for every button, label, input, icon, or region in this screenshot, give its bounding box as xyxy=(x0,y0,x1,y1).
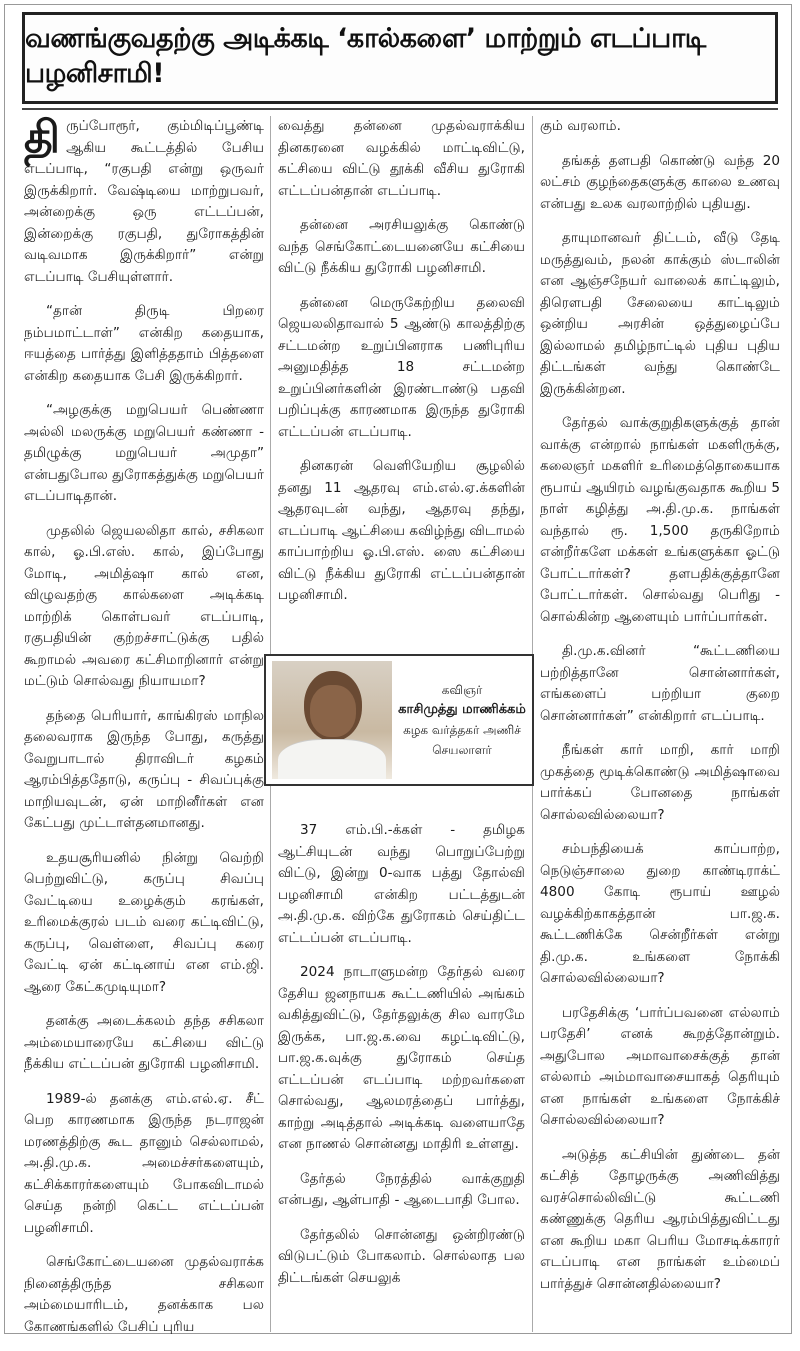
column-2-top xyxy=(278,116,525,620)
paragraph: 2024 நாடாளுமன்ற தேர்தல் வரை தேசிய ஜனநாயக கூட்டணியில் அங்கம் வகித்துவிட்டு, தேர்தலுக்கு சில வாரமே இருக்க, பா.ஜ.க.வை கழட்டிவிட்டு, பா.ஜ.க.வுக்கு துரோகம் செய்த எட்டப்பன் எடப்பாடி மற்றவர்களை சொல்வது, ஆலமரத்தைப் பார்த்து, காற்று அடித்தால் அடிக்கடி வளையாதே என நாணல் சொன்னது மாதிரி உள்ளது. xyxy=(278,964,525,1152)
paragraph: செங்கோட்டையனை முதல்வராக்க நினைத்திருந்த சசிகலா அம்மையாரிடம், தனக்காக பல கோணங்களில் பேசிப் புரிய xyxy=(24,1254,264,1335)
author-name: காசிமுத்து மாணிக்கம் xyxy=(398,702,526,717)
author-role: செயலாளர் xyxy=(432,743,492,757)
paragraph: தங்கத் தளபதி கொண்டு வந்த 20 லட்சம் குழந்தைகளுக்கு காலை உணவு என்பது உலக வரலாற்றில் புதியது. xyxy=(540,152,780,212)
paragraph: தி.மு.க.வினர் “கூட்டணியை பற்றித்தானே சொன்னார்கள், எங்களைப் பற்றியா குறை சொன்னார்கள்” என்கிறார் எடப்பாடி. xyxy=(540,643,780,724)
paragraph: தன்னை அரசியலுக்கு கொண்டு வந்த செங்கோட்டையனையே கட்சியை விட்டு நீக்கிய துரோகி பழனிசாமி. xyxy=(278,217,525,276)
paragraph: அடுத்த கட்சியின் துண்டை தன் கட்சித் தோழருக்கு அணிவித்து வரச்சொல்லிவிட்டு கூட்டணி கண்ணுக்கு தெரிய ஆரம்பித்துவிட்டது என கூறிய மகா பெரிய மோசடிக்காரர் எடப்பாடி என நாங்கள் உம்மைப் பார்த்துச் சொன்னதில்லையா? xyxy=(540,1146,780,1292)
author-prefix: கவிஞர் xyxy=(441,683,483,697)
paragraph: சம்பந்தியைக் காப்பாற்ற, நெடுஞ்சாலை துறை காண்டிராக்ட் 4800 கோடி ரூபாய் ஊழல் வழக்கிற்காகத்தான் பா.ஜ.க. கூட்டணிக்கே சென்றீர்கள் என்று தி.மு.க. உங்களை நோக்கி சொல்லவில்லையா? xyxy=(540,841,780,986)
author-role: கழக வர்த்தகர் அணிச் xyxy=(403,723,521,737)
column-3 xyxy=(540,116,780,1308)
top-rule xyxy=(22,108,778,110)
paragraph: உதயசூரியனில் நின்று வெற்றி பெற்றுவிட்டு, கருப்பு சிவப்பு வேட்டியை உழைக்கும் கரங்கள், உரிமைக்குரல் படம் வரை கட்டிவிட்டு, கருப்பு, வெள்ளை, சிவப்பு கரை வேட்டி ஏன் கட்டினாய் என எம்.ஜி. ஆரை கேட்கமுடியுமா? xyxy=(24,849,264,995)
headline-box xyxy=(22,12,778,104)
paragraph: திருப்போரூர், கும்மிடிப்பூண்டி ஆகிய கூட்டத்தில் பேசிய எடப்பாடி, “ரகுபதி என்று ஒருவர் இருக்கிறார். வேஷ்டியை மாற்றுபவர், அன்றைக்கு ஒரு எட்டப்பன், இன்றைக்கு ரகுபதி, துரோகத்தின் வடிவமாக இருக்கிறார்” என்று எடப்பாடி பேசியுள்ளார். xyxy=(24,112,264,285)
paragraph: தனக்கு அடைக்கலம் தந்த சசிகலா அம்மையாரையே கட்சியை விட்டு நீக்கிய எட்டப்பன் துரோகி பழனிசாமி. xyxy=(24,1013,264,1072)
paragraph: தன்னை மெருகேற்றிய தலைவி ஜெயலலிதாவால் 5 ஆண்டு காலத்திற்கு சட்டமன்ற உறுப்பினராக பணிபுரிய அனுமதித்த 18 சட்டமன்ற உறுப்பினர்களின் இரண்டாண்டு பதவி பறிப்புக்கு காரணமாக இருந்த துரோகி எட்டப்பன் எடப்பாடி. xyxy=(278,294,525,440)
drop-cap: தி xyxy=(24,112,61,163)
paragraph: கும் வரலாம். xyxy=(540,118,621,134)
paragraph: 1989-ல் தனக்கு எம்.எல்.ஏ. சீட் பெற காரணமாக இருந்த நடராஜன் மரணத்திற்கு கூட தானும் செல்லாமல், அ.தி.மு.க. அமைச்சர்களையும், கட்சிக்காரர்களையும் போகவிடாமல் செய்த நன்றி கெட்ட எட்டப்பன் பழனிசாமி. xyxy=(24,1090,264,1236)
paragraph: நீங்கள் கார் மாறி, கார் மாறி முகத்தை மூடிக்கொண்டு அமித்ஷாவை பார்க்கப் போனதை நாங்கள் சொல்லவில்லையா? xyxy=(540,742,780,823)
paragraph: தந்தை பெரியார், காங்கிரஸ் மாநில தலைவராக இருந்த போது, கருத்து வேறுபாடால் திராவிடர் கழகம் ஆரம்பித்ததோடு, கருப்பு - சிவப்புக்கு மாறியவுடன், ஏன் மாறினீர்கள் என கேட்பது முட்டாள்தனமானது. xyxy=(24,707,264,831)
paragraph: பரதேசிக்கு ‘பார்ப்பவனை எல்லாம் பரதேசி’ எனக் கூறத்தோன்றும். அதுபோல அமாவாசைக்குத் தான் எல்லாம் அம்மாவாசையாகத் தெரியும் என நாங்கள் உங்களை நோக்கிச் சொல்லவில்லையா? xyxy=(540,1004,780,1128)
paragraph: முதலில் ஜெயலலிதா கால், சசிகலா கால், ஓ.பி.எஸ். கால், இப்போது மோடி, அமித்ஷா கால் என, விழுவதற்கு கால்களை அடிக்கடி மாற்றிக் கொள்பவர் எடப்பாடி, ரகுபதியின் குற்றச்சாட்டுக்கு பதில் கூறாமல் அவரை கட்சிமாறினார் என்று மட்டும் சொல்வது நியாயமா? xyxy=(24,522,264,689)
paragraph: தேர்தலில் சொன்னது ஒன்றிரண்டு விடுபட்டும் போகலாம். சொல்லாத பல திட்டங்கள் செயலுக் xyxy=(278,1226,525,1286)
paragraph: “அழகுக்கு மறுபெயர் பெண்ணா அல்லி மலருக்கு மறுபெயர் கண்ணா - தமிழுக்கு மறுபெயர் அமுதா” என்பதுபோல துரோகத்துக்கு மறுபெயர் எடப்பாடிதான். xyxy=(24,402,264,504)
paragraph: தாயுமானவர் திட்டம், வீடு தேடி மருத்துவம், நலன் காக்கும் ஸ்டாலின் என ஆஞ்சநேயர் வாலைக் காட்டிலும், திரௌபதி சேலையை காட்டிலும் ஒன்றிய அரசின் ஒத்துழைப்பே இல்லாமல் தமிழ்நாட்டில் புதிய புதிய திட்டங்கள் வந்து கொண்டே இருக்கின்றன. xyxy=(540,230,780,397)
paragraph: தேர்தல் நேரத்தில் வாக்குறுதி என்பது, ஆள்பாதி - ஆடைபாதி போல. xyxy=(278,1170,525,1208)
column-2-bottom xyxy=(278,820,525,1302)
paragraph: தேர்தல் வாக்குறுதிகளுக்குத் தான் வாக்கு என்றால் நாங்கள் மகளிருக்கு, கலைஞர் மகளிர் உரிமைத்தொகையாக ரூபாய் ஆயிரம் வழங்குவதாக கூறிய 5 நாள் கழித்து அ.தி.மு.க. நாங்கள் வந்தால் ரூ. 1,500 தருகிறோம் என்றீர்களே மக்கள் உங்களுக்கா ஓட்டு போட்டார்கள்? தளபதிக்குத்தானே போட்டார்கள். சொல்வது பெரிது - சொல்கின்ற ஆளையும் பார்ப்பார்கள். xyxy=(540,415,780,625)
paragraph: “தான் திருடி பிறரை நம்பமாட்டாள்” என்கிற கதையாக, ஈயத்தை பார்த்து இளித்ததாம் பித்தளை என்கிற கதையாக பேசி இருக்கிறார். xyxy=(24,303,264,384)
paragraph: தினகரன் வெளியேறிய சூழலில் தனது 11 ஆதரவு எம்.எல்.ஏ.க்களின் ஆதரவுடன் வந்து, ஆதரவு தந்து, எடப்பாடி ஆட்சியை கவிழ்ந்து விடாமல் காப்பாற்றிய ஓ.பி.எஸ். ஸை கட்சியை விட்டு நீக்கிய துரோகி எட்டப்பன்தான் பழனிசாமி. xyxy=(278,458,525,603)
author-credit xyxy=(392,680,532,760)
headline: வணங்குவதற்கு அடிக்கடி ‘கால்களை’ மாற்றும் எடப்பாடி பழனிசாமி! xyxy=(25,23,706,89)
author-portrait xyxy=(272,661,392,779)
column-1 xyxy=(24,112,264,1351)
author-byline-box xyxy=(264,654,534,786)
paragraph: 37 எம்.பி.-க்கள் - தமிழக ஆட்சியுடன் வந்து பொறுப்பேற்று விட்டு, இன்று 0-வாக பத்து தோல்வி பழனிசாமி என்கிற பட்டத்துடன் அ.தி.மு.க. விற்கே துரோகம் செய்திட்ட எட்டப்பன் எடப்பாடி. xyxy=(278,822,525,946)
paragraph: வைத்து தன்னை முதல்வராக்கிய தினகரனை வழக்கில் மாட்டிவிட்டு, கட்சியை விட்டு தூக்கி வீசிய துரோகி எட்டப்பன்தான் எடப்பாடி. xyxy=(278,118,525,199)
